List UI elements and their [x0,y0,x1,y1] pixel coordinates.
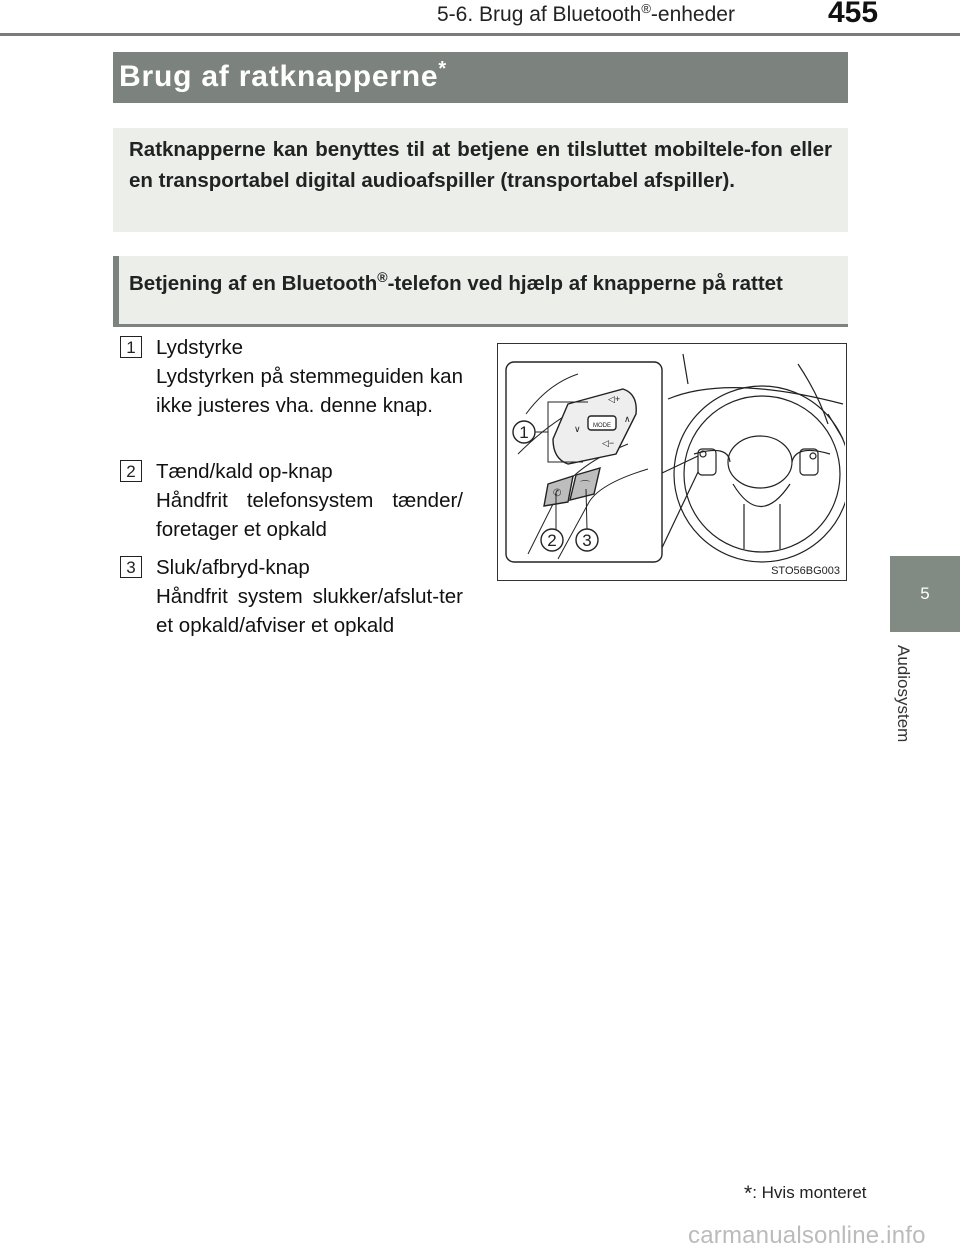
mode-button-label: MODE [593,423,611,429]
page-number: 455 [828,0,879,29]
volume-up-icon: ◁+ [608,394,621,404]
chapter-tab[interactable]: 5 [890,556,960,632]
steering-wheel-illustration [498,344,845,579]
subheading-underline [113,324,848,327]
subheading-accent-bar [113,256,119,326]
item-description: Håndfrit system slukker/afslut-ter et opkald/afviser et opkald [156,585,463,637]
subheading-part2: -telefon ved hjælp af knapperne på rattet [387,271,783,295]
item-number-badge: 3 [120,556,142,578]
chapter-name: Audiosystem [894,645,913,743]
item-number-badge: 2 [120,460,142,482]
item-description: Håndfrit telefonsystem tænder/ foretager et opkald [156,489,463,541]
item-number-badge: 1 [120,336,142,358]
section-asterisk: * [438,58,447,80]
steering-wheel-figure [497,343,847,581]
item-title: Sluk/afbryd-knap [156,556,310,579]
footnote-text: : Hvis monteret [752,1183,867,1202]
section-title-bar [113,52,848,103]
figure-callout-3: 3 [582,531,592,550]
subheading-box [113,256,848,326]
subheading-text [129,262,832,299]
chevron-down-icon: ∨ [574,424,581,434]
section-title [119,58,447,94]
volume-down-icon: ◁− [602,438,615,448]
watermark: carmanualsonline.info [688,1222,926,1249]
footnote-asterisk: * [744,1182,753,1205]
figure-callout-1: 1 [519,423,529,442]
section-title-text: Brug af ratknapperne [119,60,439,93]
intro-box [113,128,848,232]
header-title-suffix: -enheder [650,3,735,26]
header-title-text: 5-6. Brug af Bluetooth [437,3,642,26]
footnote [744,1182,867,1206]
header-divider [0,33,960,36]
item-description: Lydstyrken på stemmeguiden kan ikke justeres vha. denne knap. [156,365,463,417]
phone-hangup-icon: ⌒ [580,481,590,492]
header-registered-mark: ® [641,1,651,16]
item-title: Lydstyrke [156,336,243,359]
running-header [437,1,735,27]
phone-pickup-icon: ✆ [553,488,562,499]
subheading-part1: Betjening af en Bluetooth [129,271,378,295]
figure-code: STO56BG003 [771,565,840,577]
item-title: Tænd/kald op-knap [156,460,333,483]
chevron-up-icon: ∧ [624,414,631,424]
chapter-label [893,645,933,765]
figure-callout-2: 2 [547,531,557,550]
intro-text: Ratknapperne kan benyttes til at betjene en tilsluttet mobiltele-fon eller en transportabel digital audioafspiller (transportabel afspiller). [129,138,832,192]
subheading-registered-mark: ® [377,269,388,285]
